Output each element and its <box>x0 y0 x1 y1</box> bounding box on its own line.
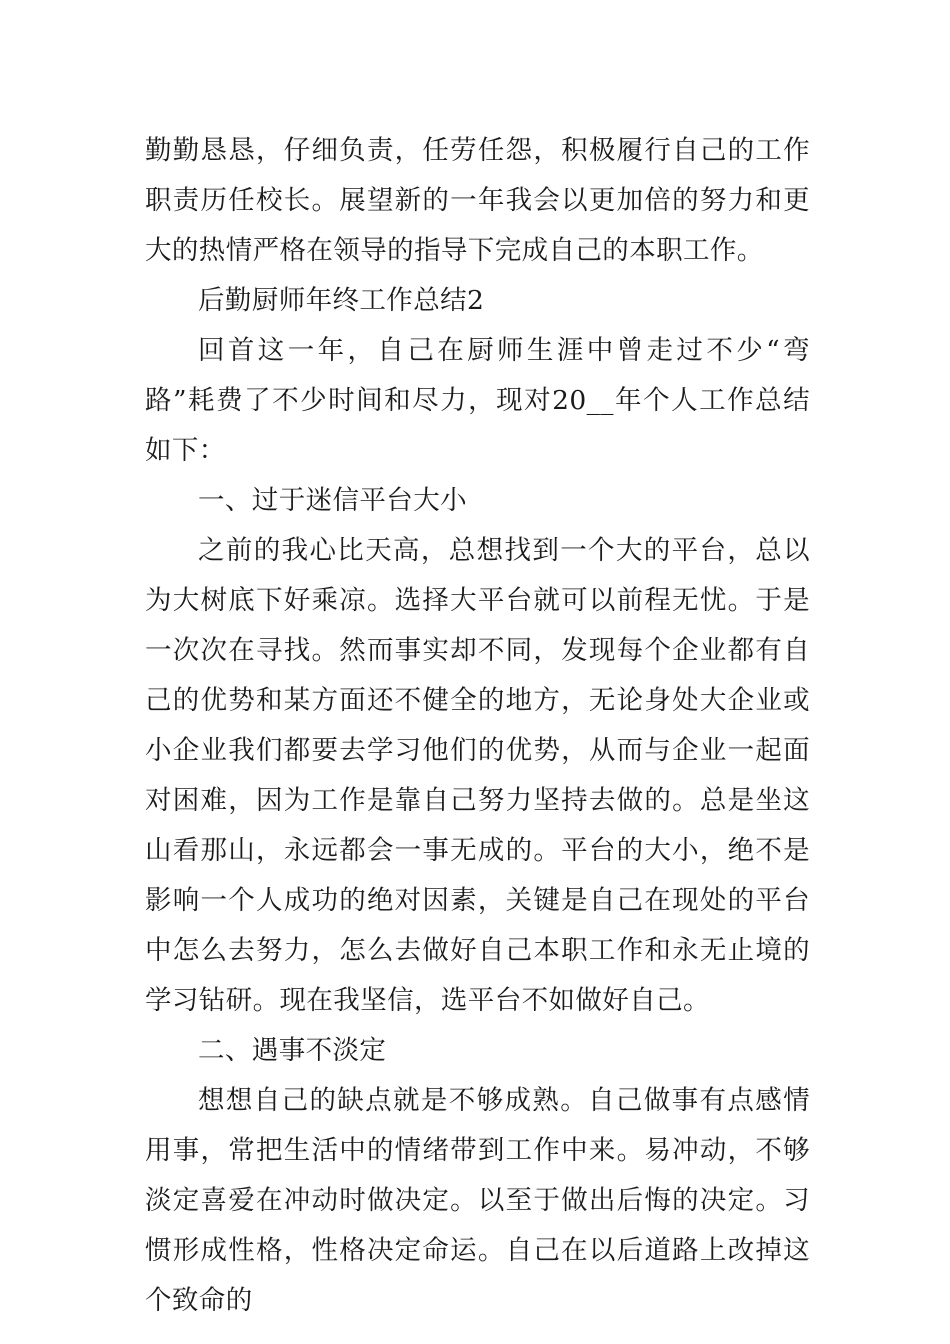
heading-two: 二、遇事不淡定 <box>198 1035 387 1066</box>
intro-paragraph: 回首这一年，自己在厨师生涯中曾走过不少“弯路”耗费了不少时间和尽力，现对20__年个人工作总结如下： <box>145 335 810 466</box>
paragraph-two: 想想自己的缺点就是不够成熟。自己做事有点感情用事，常把生活中的情绪带到工作中来。易冲动，不够淡定喜爱在冲动时做决定。以至于做出后悔的决定。习惯形成性格，性格决定命运。自己在以后道路上改掉这个致命的 <box>145 1085 810 1316</box>
section-title: 后勤厨师年终工作总结2 <box>198 285 485 316</box>
paragraph-continuation: 勤勤恳恳，仔细负责，任劳任怨，积极履行自己的工作职责历任校长。展望新的一年我会以更加倍的努力和更大的热情严格在领导的指导下完成自己的本职工作。 <box>145 135 810 266</box>
paragraph-one: 之前的我心比天高，总想找到一个大的平台，总以为大树底下好乘凉。选择大平台就可以前程无忧。于是一次次在寻找。然而事实却不同，发现每个企业都有自己的优势和某方面还不健全的地方，无论身处大企业或小企业我们都要去学习他们的优势，从而与企业一起面对困难，因为工作是靠自己努力坚持去做的。总是坐这山看那山，永远都会一事无成的。平台的大小，绝不是影响一个人成功的绝对因素，关键是自己在现处的平台中怎么去努力，怎么去做好自己本职工作和永无止境的学习钻研。现在我坚信，选平台不如做好自己。 <box>145 535 810 1016</box>
document-body <box>145 126 810 1326</box>
heading-one: 一、过于迷信平台大小 <box>198 485 467 516</box>
